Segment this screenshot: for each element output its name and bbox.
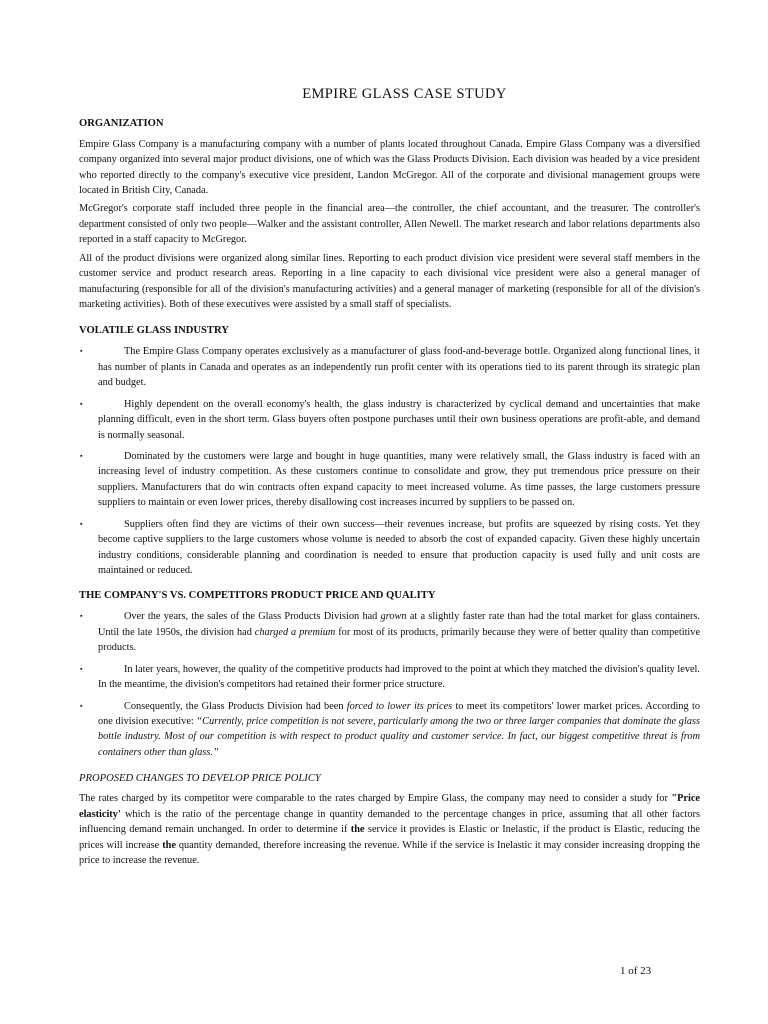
bullet-icon: ▪ [80,399,83,408]
bullet-icon: ▪ [80,701,83,710]
list-item [79,397,700,443]
page-number: 1 of 23 [620,965,652,977]
document-body [79,84,700,871]
list-item [79,662,700,693]
bold-term: the [162,839,176,851]
bullet-icon: ▪ [80,451,83,460]
list-item [79,609,700,655]
paragraph-text: which is the ratio of the percentage change in quantity demanded to the percentage changes in price, assuming that all other factors influencing demand remain unchanged. In order to determine if [79,808,700,836]
list-item-text: Dominated by the customers were large and bought in huge quantities, many were relatively small, the Glass industry is faced with an increasing level of industry competition. As these customers continue to consolidate and grow, they put tremendous price pressure on their suppliers. Manufacturers that do win contracts often expand capacity to meet increased volume. As time passes, the large customers pressure suppliers to maintain or even lower prices, thereby disallowing cost increases incurred by suppliers to be passed on. [98,450,700,509]
company-vs-competitors-list [79,609,700,760]
company-vs-competitors-heading: THE COMPANY'S VS. COMPETITORS PRODUCT PRICE AND QUALITY [79,590,436,602]
list-item-text: Over the years, the sales of the Glass Products Division had [124,611,381,623]
list-item [79,699,700,761]
list-item-text: The Empire Glass Company operates exclusively as a manufacturer of glass food-and-beverage bottle. Organized along functional lines, it has number of plants in Canada and operates as an independently run profit center with its operations tied to its parent through its strategic plan and budget. [98,346,700,389]
list-item-text: Consequently, the Glass Products Division had been [124,700,347,712]
page-title: EMPIRE GLASS CASE STUDY [302,86,507,102]
list-item-text: to meet its competitors' lower market prices. According to one division executive: [98,700,700,727]
list-item-text: Suppliers often find they are victims of their own success—their revenues increase, but profits are squeezed by rising costs. Yet they become captive suppliers to the large customers whose volume is needed to absorb the cost of expanded capacity. Given these highly uncertain industry conditions, considerable planning and coordination is needed to ensure that production capacity is used fully and unit costs are maintained or reduced. [98,518,700,577]
bullet-icon: ▪ [80,664,83,673]
list-item [79,449,700,511]
list-item-text: Highly dependent on the overall economy's health, the glass industry is characterized by cyclical demand and uncertainties that make planning difficult, even in the short term. Glass buyers often postpone purchases until their own business operations are profit-able, and demand is normally seasonal. [98,398,700,441]
list-item-text: for most of its products, primarily because they were of better quality than competitive products. [98,626,701,654]
bold-term: "Price elasticity' [79,793,700,820]
bullet-icon: ▪ [80,519,83,528]
list-item [79,517,700,579]
emphasis-text: charged a premium [254,626,336,638]
volatile-industry-list [79,344,700,578]
bullet-icon: ▪ [80,347,83,356]
emphasis-text: grown [380,611,407,623]
organization-paragraph-1: Empire Glass Company is a manufacturing company with a number of plants located throughout Canada. Empire Glass Company was a diversified company organized into several major product divisions, one of which was the Glass Products Division. Each division was headed by a vice president who reported directly to the company's executive vice president, Landon McGregor. All of the corporate and divisional management groups were located in British City, Canada. [79,138,700,196]
emphasis-text: forced to lower its prices [346,700,453,712]
volatile-industry-heading: VOLATILE GLASS INDUSTRY [79,325,229,337]
list-item-text: In later years, however, the quality of the competitive products had improved to the point at which they matched the division's quality level. In the meantime, the division's competitors had retained their former price structure. [98,663,700,691]
bullet-icon: ▪ [80,612,83,621]
organization-paragraph-2: McGregor's corporate staff included three people in the financial area—the controller, the chief accountant, and the treasurer. The controller's department consisted of only two people—Walker and the assistant controller, Allen Newell. The market research and labor relations departments also reported in a staff capacity to McGregor. [79,203,700,246]
organization-paragraph-3: All of the product divisions were organized along similar lines. Reporting to each product division vice president were several staff members in the customer service and product research areas. Reporting in a line capacity to each divisional vice president were also a general manager of manufacturing (responsible for all of the division's manufacturing activities) and a general manager of marketing (responsible for all of the division's marketing activities). Both of these executives were assisted by a small staff of specialists. [79,252,700,311]
bold-term: the [350,824,365,836]
organization-heading: ORGANIZATION [79,117,164,129]
proposed-changes-heading: PROPOSED CHANGES TO DEVELOP PRICE POLICY [79,773,321,785]
paragraph-text: service it provides is Elastic or Inelastic, if the product is Elastic, reducing the prices will increase [79,824,700,851]
quote-text: “Currently, price competition is not severe, particularly among the two or three larger companies that dominate the glass bottle industry. Most of our competition is with respect to product quality and customer service. In fact, our biggest competitive threat is from containers other than glass.” [98,715,700,758]
paragraph-text: quantity demanded, therefore increasing the revenue. While if the service is Inelastic it may consider increasing dropping the price to increase the revenue. [79,839,700,866]
list-item [79,344,700,390]
proposed-changes-paragraph [79,791,700,868]
paragraph-text: The rates charged by its competitor were comparable to the rates charged by Empire Glass, the company may need to consider a study for [79,793,672,805]
list-item-text: at a slightly faster rate than had the total market for glass containers. Until the late 1950s, the division had [98,611,700,638]
